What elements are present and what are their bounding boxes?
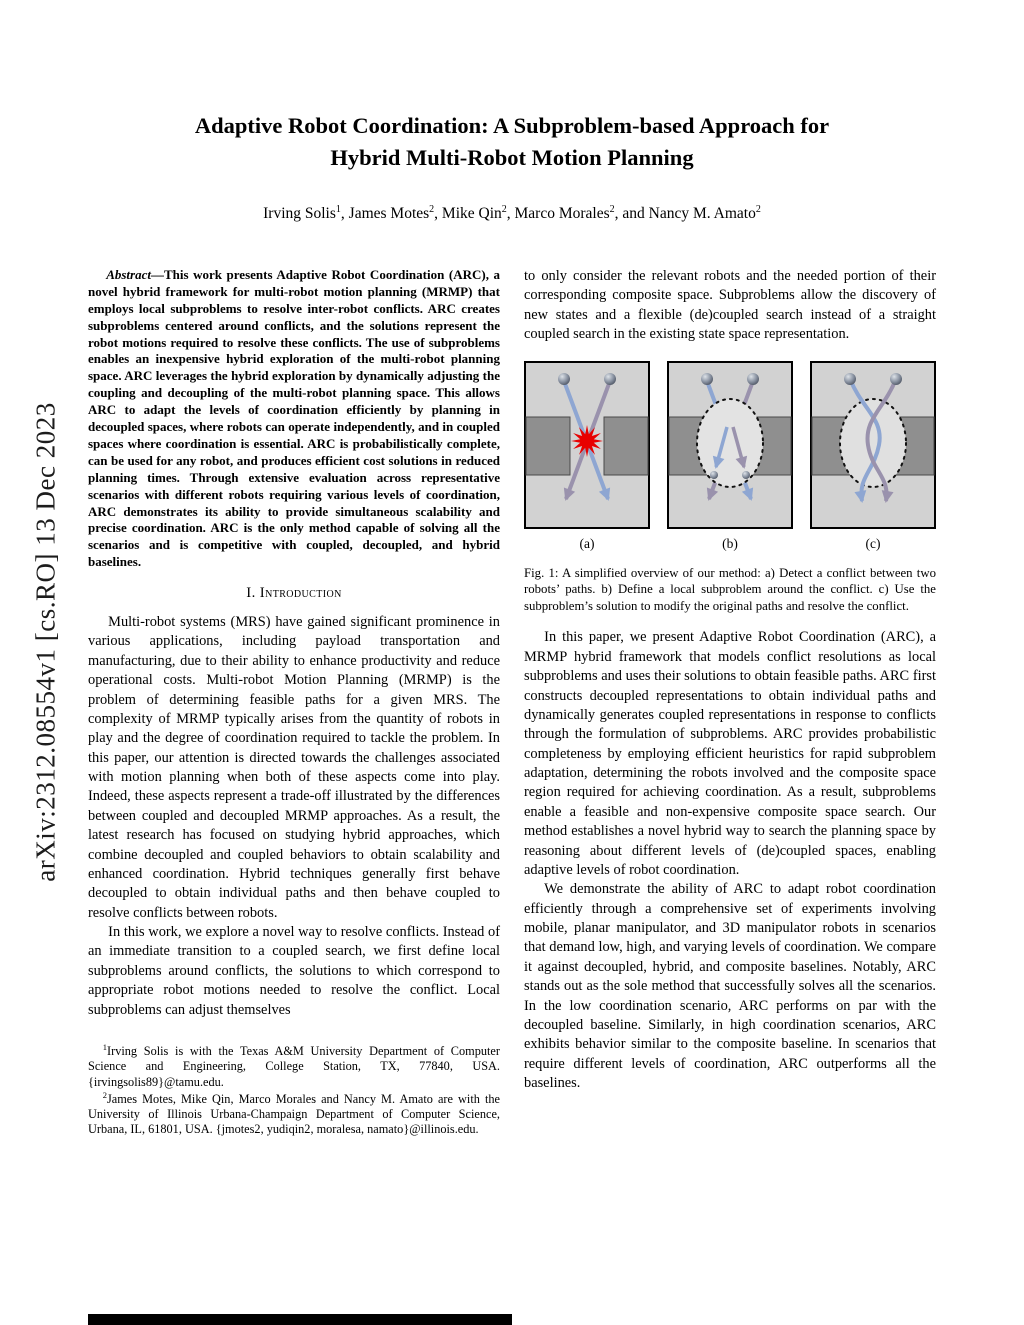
continuation-paragraph: to only consider the relevant robots and the needed portion of their corresponding composite space. Subproblems allow the discovery of new states and a flexible (de)coupled search instead of a straight coupled search in the existing state space representation. <box>524 268 936 343</box>
footnotes-block <box>88 1042 500 1138</box>
figure-1-panel-a <box>524 361 650 552</box>
figure-1-caption-label: Fig. 1: <box>524 565 559 580</box>
footnote-1: $^1$Irving Solis is with the Texas A&M University Department of Computer Science and Engineering, College Station, TX, 77840, USA. {irvingsolis89}@tamu.edu. <box>88 1041 500 1089</box>
figure-1-panels <box>524 361 936 552</box>
right-paragraph-3: We demonstrate the ability of ARC to adapt robot coordination efficiently through a comprehensive set of experiments involving mobile, planar manipulator, and 3D manipulator robots in scenarios that demand low, high, and varying levels of coordination. We compare it against decoupled, hybrid, and composite baselines. Notably, ARC stands out as the sole method that successfully solves all the scenarios. In the low coordination scenario, ARC performs on par with the decoupled baseline. Similarly, in high coordination scenarios, ARC exhibits behavior similar to the composite baseline. In scenarios that require different levels of coordination, ARC outperforms all the baselines. <box>524 881 936 1092</box>
author-5: Nancy M. Amato$^2$ <box>648 203 761 223</box>
abstract-text: This work presents Adaptive Robot Coordination (ARC), a novel hybrid framework for multi-robot motion planning (MRMP) that employs local subproblems to resolve inter-robot conflicts. ARC creates subproblems centered around conflicts, and the solutions represent the robot motions required to resolve these conflicts. The use of subproblems enables an inexpensive hybrid exploration of the multi-robot planning space. ARC leverages the hybrid exploration by dynamically adjusting the coupling and decoupling of the multi-robot planning space. This allows ARC to adapt the levels of coordination efficiently by planning in decoupled spaces, where robots can operate independently, and in coupled spaces where coordination is essential. ARC is probabilistically complete, can be used for any robot, and produces efficient cost solutions in reduced planning times. Through extensive evaluation across representative scenarios with different robots requiring various levels of coordination, ARC demonstrates its ability to provide simultaneous scalability and precise coordination. ARC is the only method capable of solving all the scenarios and is competitive with coupled, decoupled, and hybrid baselines. <box>88 267 500 570</box>
right-paragraph-2: In this paper, we present Adaptive Robot Coordination (ARC), a MRMP hybrid framework that models conflict resolutions as local subproblems and uses their solutions to obtain feasible paths. ARC first constructs decoupled representations to obtain individual paths and dynamically generates coupled representations in response to conflicts through the formulation of subproblems. ARC provides probabilistic completeness by employing efficient heuristics for rapid subproblem adaptation, determining the robots involved and the composite space region required for achieving coordination. As a result, subproblems enable a feasible and non-expensive composite space search. Our method establishes a novel hybrid way to search the planning space by reasoning about different levels of (de)coupled spaces, enabling adaptive levels of robot coordination. <box>524 629 936 878</box>
robot1-start <box>558 373 570 385</box>
author-2: James Motes$^2$, <box>348 203 442 223</box>
author-1-affiliation-mark: 1 <box>335 203 341 215</box>
figure-1-panel-c <box>810 361 936 552</box>
panel-c-graphic <box>810 361 936 529</box>
panel-a-label: (a) <box>579 535 595 551</box>
arxiv-sidebar-label: arXiv:2312.08554v1 [cs.RO] 13 Dec 2023 <box>30 402 61 882</box>
author-1: Irving Solis$^1$, <box>263 203 349 223</box>
robot1-subgoal <box>710 471 718 479</box>
figure-1-caption <box>524 565 936 615</box>
author-3-affiliation-mark: 2 <box>501 203 507 215</box>
panel-b-graphic <box>667 361 793 529</box>
robot2-start <box>747 373 759 385</box>
section-heading-introduction: I. Introduction <box>246 585 342 602</box>
footnote-2-marker: 2 <box>102 1089 107 1100</box>
robot1-start <box>844 373 856 385</box>
paper-title-line-2: Hybrid Multi-Robot Motion Planning <box>330 144 694 170</box>
panel-b-label: (b) <box>722 535 738 551</box>
paper-page <box>88 110 936 1138</box>
paper-title <box>88 110 936 174</box>
subproblem-boundary <box>697 399 763 487</box>
author-3: Mike Qin$^2$, <box>441 203 515 223</box>
author-4: Marco Morales$^2$, and <box>514 203 649 223</box>
paper-title-line-1: Adaptive Robot Coordination: A Subproblem-based Approach for <box>194 113 830 138</box>
robot1-start <box>701 373 713 385</box>
author-2-affiliation-mark: 2 <box>429 203 435 215</box>
subproblem-boundary <box>840 399 906 487</box>
figure-1-panel-b <box>667 361 793 552</box>
figure-1-caption-text: A simplified overview of our method: a) Detect a conflict between two robots’ paths. b) Define a local subproblem around the conflict. c) Use the subproblem’s solution to modify the original paths and resolve the conflict. <box>524 565 936 613</box>
next-page-artifact <box>88 1314 512 1325</box>
robot2-start <box>890 373 902 385</box>
obstacle-right <box>604 417 648 475</box>
robot2-subgoal <box>742 471 750 479</box>
obstacle-left <box>526 417 570 475</box>
figure-1 <box>524 361 936 615</box>
right-column <box>524 267 936 1138</box>
panel-c-label: (c) <box>865 535 881 551</box>
panel-a-graphic <box>524 361 650 529</box>
author-4-affiliation-mark: 2 <box>609 203 615 215</box>
footnote-2: $^2$James Motes, Mike Qin, Marco Morales and Nancy M. Amato are with the University of Illinois Urbana-Champaign Department of Computer Science, Urbana, IL, 61801, USA. {jmotes2, yudiqin2, moralesa, namato}@illinois.edu. <box>88 1089 500 1137</box>
intro-paragraph-2: In this work, we explore a novel way to resolve conflicts. Instead of an immediate transition to a coupled search, we first define local subproblems around conflicts, the solutions to which correspond to appropriate robot motions needed to resolve the conflict. Local subproblems can adjust themselves <box>88 924 500 1018</box>
authors-line <box>88 204 936 223</box>
abstract-label: Abstract— <box>106 267 164 283</box>
abstract-paragraph <box>88 267 500 571</box>
intro-paragraph-1: Multi-robot systems (MRS) have gained significant prominence in various applications, including payload transportation and manufacturing, due to their ability to enhance productivity and reduce operational costs. Multi-robot Motion Planning (MRMP) is the problem of determining feasible paths for a given MRS. The complexity of MRMP typically arises from the quantity of robots in play and the degree of coordination required to tackle the problem. In this paper, our attention is directed towards the challenges associated with motion planning when both of these aspects come into play. Indeed, these aspects represent a trade-off illustrated by the differences between coupled and decoupled MRMP approaches. As a result, the latest research has focused on studying hybrid approaches, which combine decoupled and coupled behaviors to obtain scalability and enhanced coordination. Hybrid techniques generally first behave decoupled to obtain individual paths and then behave coupled to resolve conflicts between robots. <box>88 614 500 921</box>
author-5-affiliation-mark: 2 <box>755 203 761 215</box>
left-column <box>88 267 500 1138</box>
footnote-1-marker: 1 <box>102 1041 107 1052</box>
robot2-start <box>604 373 616 385</box>
